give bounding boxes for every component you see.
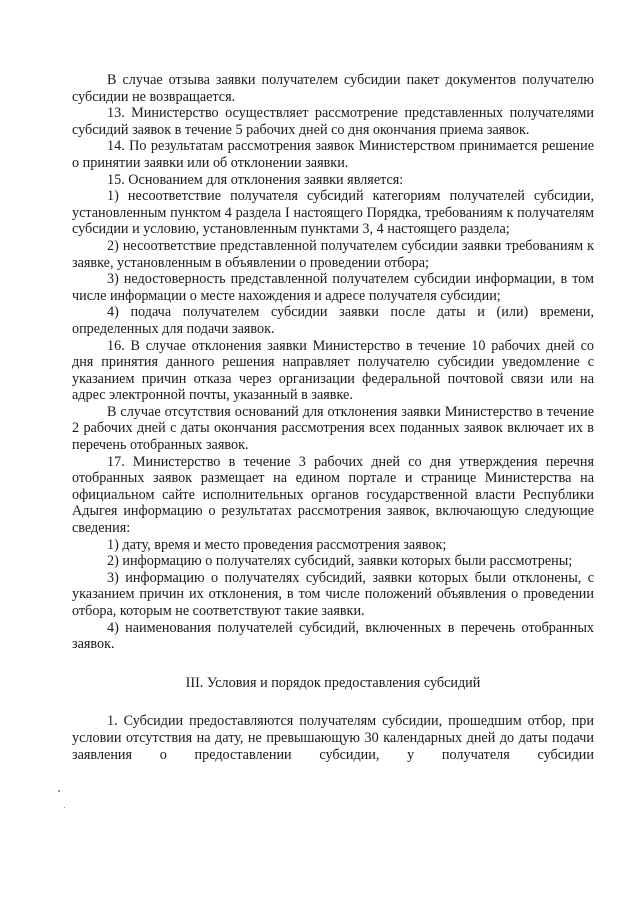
paragraph-15-item-4: 4) подача получателем субсидии заявки после даты и (или) времени, определенных для подачи заявок.: [72, 304, 594, 337]
scan-speck: [58, 790, 60, 792]
paragraph-15-item-1: 1) несоответствие получателя субсидий категориям получателей субсидии, установленным пунктом 4 раздела I настоящего Порядка, требованиям к получателям субсидии и условию, установленным пунктами 3, 4 настоящего раздела;: [72, 188, 594, 238]
paragraph-withdrawal: В случае отзыва заявки получателем субсидии пакет документов получателю субсидии не возвращается.: [72, 72, 594, 105]
paragraph-15-item-3: 3) недостоверность представленной получателем субсидии информации, в том числе информации о месте нахождения и адресе получателя субсидии;: [72, 271, 594, 304]
paragraph-17: 17. Министерство в течение 3 рабочих дней со дня утверждения перечня отобранных заявок размещает на едином портале и странице Министерства на официальном сайте исполнительных органов государственной власти Республики Адыгея информацию о результатах рассмотрения заявок, включающую следующие сведения:: [72, 453, 594, 537]
paragraph-14: 14. По результатам рассмотрения заявок Министерством принимается решение о принятии заявки или об отклонении заявки.: [72, 138, 594, 171]
paragraph-17-item-1: 1) дату, время и место проведения рассмотрения заявок;: [107, 536, 447, 553]
scan-speck: [64, 807, 65, 808]
paragraph-17-item-2: 2) информацию о получателях субсидий, заявки которых были рассмотрены;: [107, 553, 573, 570]
paragraph-15: 15. Основанием для отклонения заявки является:: [107, 171, 404, 188]
paragraph-17-item-3: 3) информацию о получателях субсидий, заявки которых были отклонены, с указанием причин их отклонения, в том числе положений объявления о проведении отбора, которым не соответствуют такие заявки.: [72, 569, 594, 619]
section-paragraph-1: 1. Субсидии предоставляются получателям субсидии, прошедшим отбор, при условии отсутствия на дату, не превышающую 30 календарных дней до даты подачи заявления о предоставлении субсидии, у получателя субсидии: [72, 713, 594, 763]
section-heading: III. Условия и порядок предоставления субсидий: [185, 674, 481, 691]
document-page: [72, 72, 594, 763]
paragraph-no-grounds: В случае отсутствия оснований для отклонения заявки Министерство в течение 2 рабочих дней с даты окончания рассмотрения всех поданных заявок включает их в перечень отобранных заявок.: [72, 403, 594, 454]
paragraph-16: 16. В случае отклонения заявки Министерство в течение 10 рабочих дней со дня принятия данного решения направляет получателю субсидии уведомление с указанием причин отказа через организации федеральной почтовой связи или на адрес электронной почты, указанный в заявке.: [72, 337, 594, 404]
paragraph-13: 13. Министерство осуществляет рассмотрение представленных получателями субсидий заявок в течение 5 рабочих дней со дня окончания приема заявок.: [72, 105, 594, 138]
paragraph-17-item-4: 4) наименования получателей субсидий, включенных в перечень отобранных заявок.: [72, 619, 594, 653]
paragraph-15-item-2: 2) несоответствие представленной получателем субсидии заявки требованиям к заявке, установленным в объявлении о проведении отбора;: [72, 237, 594, 271]
